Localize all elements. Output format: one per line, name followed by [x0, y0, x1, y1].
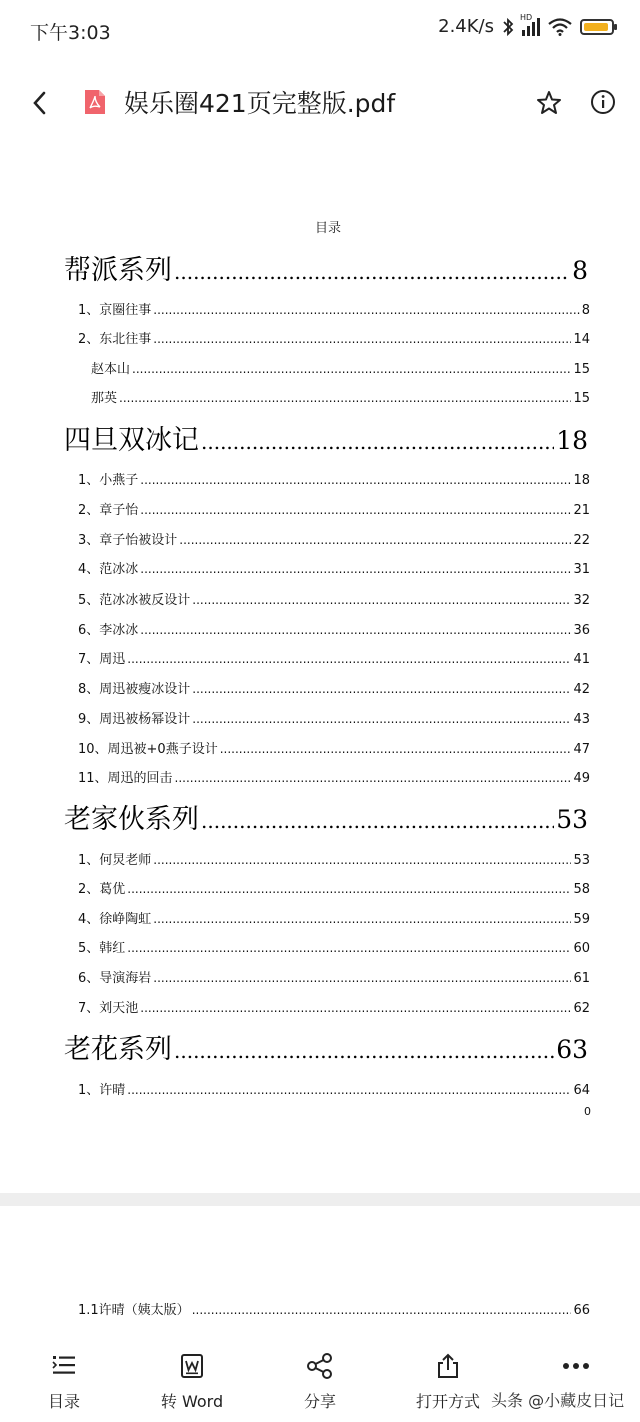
toc-entry-label: 2、东北往事	[78, 332, 152, 347]
toc-entry[interactable]	[78, 967, 590, 986]
toc-section-entry[interactable]	[64, 248, 588, 287]
toc-leader-dots	[201, 809, 554, 833]
open-with-button[interactable]	[398, 1340, 498, 1422]
toc-leader-dots	[192, 682, 571, 696]
toc-leader-dots	[140, 1001, 571, 1015]
toc-entry-page: 63	[556, 1035, 588, 1064]
toc-entry-page: 8	[572, 256, 588, 285]
convert-word-label: 转 Word	[160, 1392, 224, 1411]
toc-leader-dots	[140, 503, 571, 517]
toc-entry[interactable]	[78, 619, 590, 638]
bluetooth-icon	[502, 17, 514, 37]
toc-entry[interactable]	[78, 678, 590, 697]
wifi-icon	[548, 18, 572, 36]
toc-leader-dots	[192, 1303, 572, 1317]
toc-leader-dots	[140, 473, 571, 487]
toc-entry-label: 7、刘天池	[78, 1001, 139, 1016]
toc-leader-dots	[127, 1083, 571, 1097]
toc-entry[interactable]	[78, 767, 590, 786]
toc-entry-label: 2、章子怡	[78, 503, 139, 518]
toc-entry-label: 老花系列	[64, 1034, 172, 1065]
toc-entry-label: 11、周迅的回击	[78, 771, 173, 786]
toc-entry[interactable]	[78, 708, 590, 727]
toc-entry-page: 61	[573, 971, 590, 986]
toc-entry-page: 53	[573, 853, 590, 868]
toc-entry-page: 15	[573, 362, 590, 377]
toc-section-entry[interactable]	[64, 1027, 588, 1066]
toc-entry-label: 帮派系列	[64, 255, 172, 286]
toc-entry-page: 59	[573, 912, 590, 927]
page-footer-number: 0	[584, 1105, 591, 1118]
toc-leader-dots	[153, 303, 579, 317]
toc-leader-dots	[153, 971, 571, 985]
toc-entry-label: 3、章子怡被设计	[78, 533, 178, 548]
toc-entry[interactable]	[78, 1299, 590, 1318]
toc-entry[interactable]	[78, 589, 590, 608]
toc-leader-dots	[175, 771, 572, 785]
toc-entry-label: 6、导演海岩	[78, 971, 152, 986]
toc-entry-page: 41	[573, 652, 590, 667]
toc-entry-page: 22	[573, 533, 590, 548]
network-type-label: HD	[520, 12, 533, 22]
toc-entry-page: 18	[556, 426, 588, 455]
toc-entry[interactable]	[78, 299, 590, 318]
toc-button-label: 目录	[47, 1392, 80, 1411]
toc-entry[interactable]	[78, 738, 590, 757]
watermark: 头条 @小藏皮日记	[491, 1391, 625, 1410]
toc-entry-label: 老家伙系列	[64, 804, 199, 835]
convert-word-button[interactable]	[142, 1340, 242, 1422]
status-bar	[0, 0, 640, 58]
toc-leader-dots	[179, 533, 571, 547]
toc-entry-page: 32	[573, 593, 590, 608]
toc-entry-page: 66	[573, 1303, 590, 1318]
toc-entry[interactable]	[91, 358, 590, 377]
info-icon[interactable]	[590, 89, 616, 115]
toc-entry[interactable]	[91, 387, 590, 406]
toc-entry-label: 四旦双冰记	[64, 425, 199, 456]
toc-leader-dots	[201, 430, 554, 454]
toc-entry-label: 4、徐峥陶虹	[78, 912, 152, 927]
battery-icon	[580, 19, 614, 35]
toc-heading: 目录	[314, 221, 341, 236]
toc-entry-page: 8	[581, 303, 590, 318]
status-right	[438, 12, 614, 37]
toc-entry[interactable]	[78, 878, 590, 897]
toc-leader-dots	[153, 332, 571, 346]
toc-entry-page: 47	[573, 742, 590, 757]
star-icon[interactable]	[535, 89, 563, 117]
toc-entry-label: 1、京圈往事	[78, 303, 152, 318]
toc-leader-dots	[119, 391, 571, 405]
toc-entry-label: 6、李冰冰	[78, 623, 139, 638]
toc-leader-dots	[192, 593, 571, 607]
toc-leader-dots	[127, 882, 571, 896]
toc-entry-label: 10、周迅被+0燕子设计	[78, 742, 218, 757]
toc-leader-dots	[174, 260, 570, 284]
more-icon	[562, 1362, 590, 1370]
toc-entry-label: 5、韩红	[78, 941, 126, 956]
toc-leader-dots	[153, 853, 571, 867]
toc-entry-page: 36	[573, 623, 590, 638]
signal-icon	[520, 12, 540, 36]
toc-entry-label: 4、范冰冰	[78, 562, 139, 577]
status-time: 下午3:03	[30, 22, 111, 44]
open-with-label: 打开方式	[415, 1392, 480, 1411]
toc-button[interactable]	[14, 1340, 114, 1422]
toc-entry-label: 2、葛优	[78, 882, 126, 897]
toc-entry-page: 62	[573, 1001, 590, 1016]
toc-leader-dots	[192, 712, 571, 726]
toc-entry[interactable]	[78, 648, 590, 667]
document-title: 娱乐圈421页完整版.pdf	[124, 89, 396, 118]
toc-entry[interactable]	[78, 849, 590, 868]
back-icon[interactable]	[26, 88, 56, 118]
toc-leader-dots	[140, 562, 571, 576]
page-separator	[0, 1193, 640, 1206]
toc-entry-label: 1、许晴	[78, 1083, 126, 1098]
toc-entry-label: 7、周迅	[78, 652, 126, 667]
pdf-file-icon	[83, 88, 107, 116]
toc-entry[interactable]	[78, 499, 590, 518]
toc-leader-dots	[140, 623, 571, 637]
toc-entry[interactable]	[78, 558, 590, 577]
toc-entry-label: 那英	[91, 391, 118, 406]
toc-entry-label: 1、何炅老师	[78, 853, 152, 868]
toc-section-entry[interactable]	[64, 418, 588, 457]
toc-entry-page: 64	[573, 1083, 590, 1098]
toc-entry[interactable]	[78, 529, 590, 548]
toc-entry-label: 9、周迅被杨幂设计	[78, 712, 191, 727]
toc-entry-label: 赵本山	[91, 362, 131, 377]
word-icon	[179, 1353, 205, 1379]
toc-leader-dots	[132, 362, 571, 376]
share-icon	[306, 1353, 334, 1379]
network-speed: 2.4K/s	[438, 16, 494, 37]
toc-entry-page: 14	[573, 332, 590, 347]
toc-entry-page: 58	[573, 882, 590, 897]
toc-entry-page: 18	[573, 473, 590, 488]
toc-entry-label: 1.1许晴（姨太版）	[78, 1303, 190, 1318]
toc-entry[interactable]	[78, 469, 590, 488]
toc-entry[interactable]	[78, 997, 590, 1016]
share-label: 分享	[303, 1392, 336, 1411]
toc-entry-page: 15	[573, 391, 590, 406]
toc-leader-dots	[174, 1039, 554, 1063]
open-with-icon	[435, 1353, 461, 1379]
toc-entry-page: 60	[573, 941, 590, 956]
toc-leader-dots	[220, 742, 572, 756]
share-button[interactable]	[270, 1340, 370, 1422]
toc-entry[interactable]	[78, 1079, 590, 1098]
toc-leader-dots	[127, 652, 571, 666]
toc-entry-label: 8、周迅被瘦冰设计	[78, 682, 191, 697]
toc-leader-dots	[153, 912, 571, 926]
toc-section-entry[interactable]	[64, 797, 588, 836]
toc-entry-page: 42	[573, 682, 590, 697]
toc-entry-page: 49	[573, 771, 590, 786]
toc-entry[interactable]	[78, 328, 590, 347]
toc-entry-label: 1、小燕子	[78, 473, 139, 488]
toc-entry-page: 21	[573, 503, 590, 518]
toc-entry-page: 43	[573, 712, 590, 727]
toc-entry[interactable]	[78, 908, 590, 927]
toc-leader-dots	[127, 941, 571, 955]
toc-entry-page: 53	[556, 805, 588, 834]
toc-entry-page: 31	[573, 562, 590, 577]
toc-icon	[51, 1353, 77, 1377]
toc-entry[interactable]	[78, 937, 590, 956]
toc-entry-label: 5、范冰冰被反设计	[78, 593, 191, 608]
